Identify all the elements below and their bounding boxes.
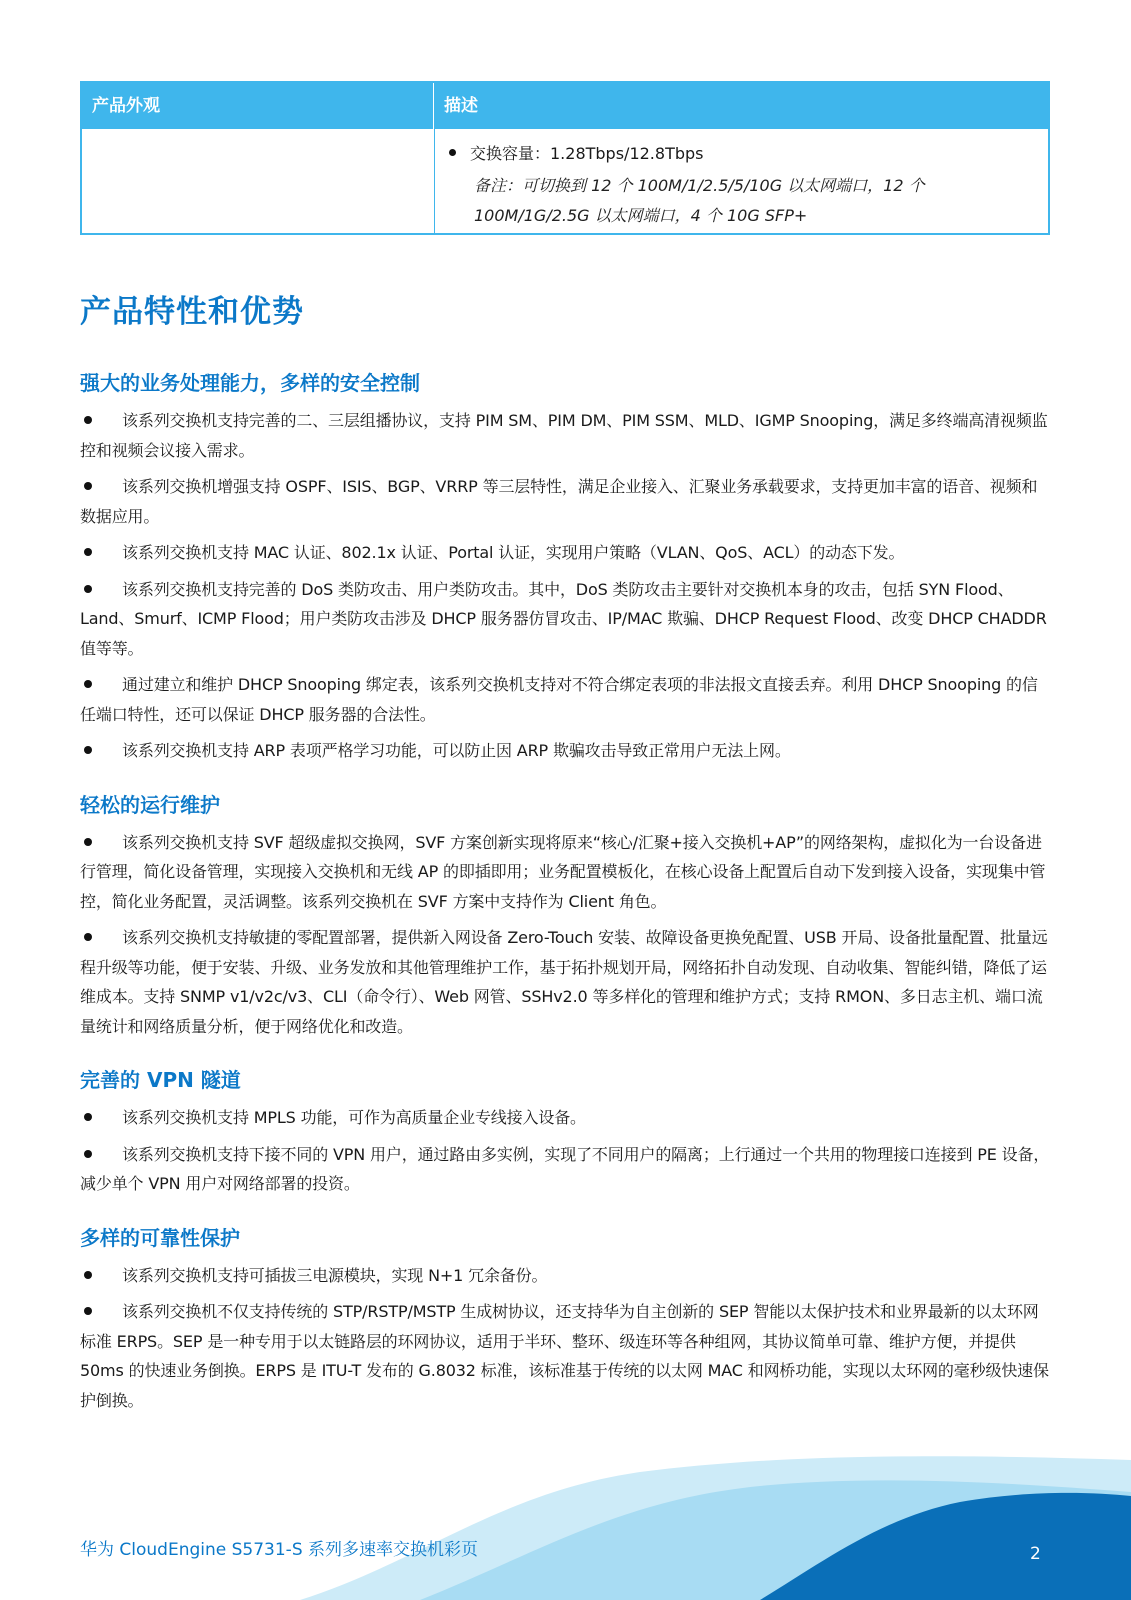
list-item: 该系列交换机支持 MPLS 功能，可作为高质量企业专线接入设备。	[80, 1103, 1052, 1133]
footer-title: 华为 CloudEngine S5731-S 系列多速率交换机彩页	[80, 1540, 479, 1560]
bullet-icon	[84, 416, 92, 424]
bullet-icon	[84, 1150, 92, 1158]
bullet-icon	[84, 746, 92, 754]
bullet-icon	[84, 548, 92, 556]
list-item: 该系列交换机支持 ARP 表项严格学习功能，可以防止因 ARP 欺骗攻击导致正常用户无法上网。	[80, 736, 1052, 766]
list-item: 该系列交换机增强支持 OSPF、ISIS、BGP、VRRP 等三层特性，满足企业接入、汇聚业务承载要求，支持更加丰富的语音、视频和数据应用。	[80, 477, 1038, 526]
spec-table	[80, 81, 1050, 235]
header-description: 描述	[444, 96, 478, 116]
switching-capacity: 交换容量：1.28Tbps/12.8Tbps	[470, 143, 704, 163]
bullet-icon	[84, 1271, 92, 1279]
bullet-icon	[84, 838, 92, 846]
spec-note	[445, 171, 1048, 231]
list-item: 该系列交换机支持敏捷的零配置部署，提供新入网设备 Zero-Touch 安装、故障设备更换免配置、USB 开局、设备批量配置、批量远程升级等功能，便于安装、升级、业务发放和其他管理维护工作，基于拓扑规划开局，网络拓扑自动发现、自动收集、智能纠错，降低了运维成本。支持 SNMP v1/v2c/v3、CLI（命令行）、Web 网管、SSHv2.0 等多样化的管理和维护方式；支持 RMON、多日志主机、端口流量统计和网络质量分析，便于网络优化和改造。	[80, 928, 1048, 1036]
list-item: 该系列交换机支持可插拔三电源模块，实现 N+1 冗余备份。	[80, 1261, 1052, 1291]
bullet-icon	[84, 482, 92, 490]
spec-table-header	[82, 83, 1048, 129]
subsection-title: 多样的可靠性保护	[80, 1225, 240, 1250]
description-cell	[435, 129, 1048, 233]
bullet-icon	[84, 1113, 92, 1121]
list-item: 该系列交换机支持完善的二、三层组播协议，支持 PIM SM、PIM DM、PIM SSM、MLD、IGMP Snooping，满足多终端高清视频监控和视频会议接入需求。	[80, 411, 1048, 460]
spec-table-row	[82, 129, 1048, 233]
bullet-icon	[84, 585, 92, 593]
bullet-icon	[84, 1307, 92, 1315]
page-number: 2	[1030, 1544, 1041, 1564]
subsection-title: 完善的 VPN 隧道	[80, 1068, 241, 1092]
appearance-cell	[82, 129, 435, 233]
subsection-title: 轻松的运行维护	[80, 792, 220, 817]
features-section	[80, 282, 1052, 1422]
spec-note-line: 100M/1G/2.5G 以太网端口，4 个 10G SFP+	[474, 206, 808, 225]
subsection-title: 强大的业务处理能力，多样的安全控制	[80, 371, 420, 395]
list-item: 该系列交换机支持 MAC 认证、802.1x 认证、Portal 认证，实现用户策略（VLAN、QoS、ACL）的动态下发。	[80, 538, 1052, 568]
bullet-icon	[84, 680, 92, 688]
bullet-icon	[84, 933, 92, 941]
list-item: 该系列交换机支持 SVF 超级虚拟交换网，SVF 方案创新实现将原来“核心/汇聚+接入交换机+AP”的网络架构，虚拟化为一台设备进行管理，简化设备管理，实现接入交换机和无线 AP 的即插即用；业务配置模板化，在核心设备上配置后自动下发到接入设备，实现集中管控，简化业务配置，灵活调整。该系列交换机在 SVF 方案中支持作为 Client 角色。	[80, 832, 1046, 911]
list-item: 该系列交换机支持下接不同的 VPN 用户，通过路由多实例，实现了不同用户的隔离；上行通过一个共用的物理接口连接到 PE 设备，减少单个 VPN 用户对网络部署的投资。	[80, 1144, 1050, 1193]
list-item: 该系列交换机支持完善的 DoS 类防攻击、用户类防攻击。其中，DoS 类防攻击主要针对交换机本身的攻击，包括 SYN Flood、Land、Smurf、ICMP Flood；用户类防攻击涉及 DHCP 服务器仿冒攻击、IP/MAC 欺骗、DHCP Request Flood、改变 DHCP CHADDR 值等等。	[80, 579, 1047, 658]
footer-wave-decoration	[0, 1452, 1131, 1600]
bullet-icon	[449, 149, 456, 156]
header-appearance: 产品外观	[82, 83, 434, 129]
spec-note-line: 备注：可切换到 12 个 100M/1/2.5/5/10G 以太网端口，12 个	[474, 176, 925, 195]
list-item: 该系列交换机不仅支持传统的 STP/RSTP/MSTP 生成树协议，还支持华为自主创新的 SEP 智能以太保护技术和业界最新的以太环网标准 ERPS。SEP 是一种专用于以太链路层的环网协议，适用于半环、整环、级连环等各种组网，其协议简单可靠、维护方便，并提供 50ms 的快速业务倒换。ERPS 是 ITU-T 发布的 G.8032 标准，该标准基于传统的以太网 MAC 和网桥功能，实现以太环网的毫秒级快速保护倒换。	[80, 1302, 1049, 1410]
section-title: 产品特性和优势	[80, 294, 304, 330]
list-item: 通过建立和维护 DHCP Snooping 绑定表，该系列交换机支持对不符合绑定表项的非法报文直接丢弃。利用 DHCP Snooping 的信任端口特性，还可以保证 DHCP 服务器的合法性。	[80, 675, 1038, 724]
spec-bullet	[445, 139, 1048, 165]
